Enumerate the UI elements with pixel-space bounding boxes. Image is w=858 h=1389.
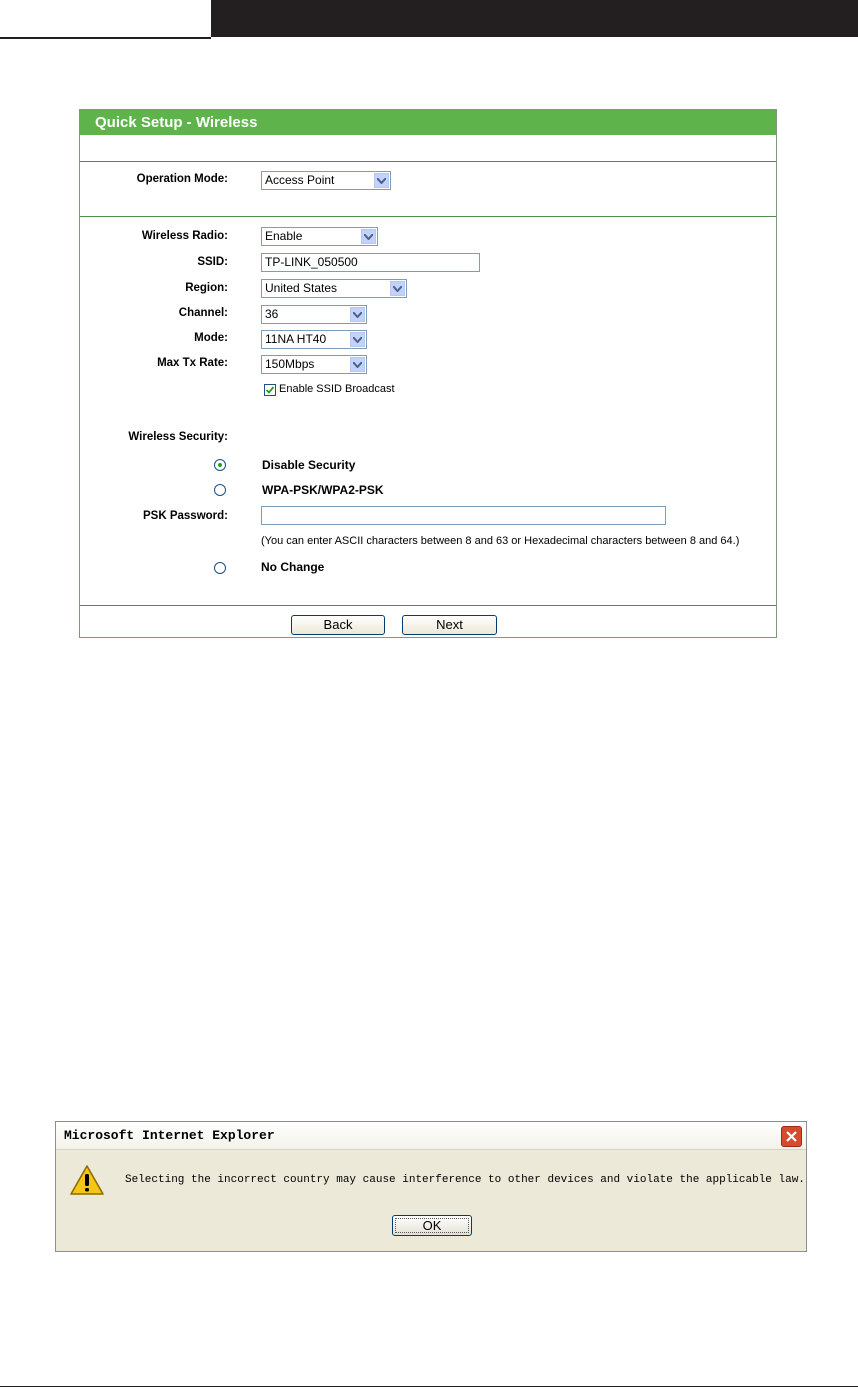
- mode-value: 11NA HT40: [265, 332, 327, 346]
- region-label: Region:: [185, 282, 228, 294]
- warning-icon: [70, 1164, 104, 1196]
- ssid-broadcast-label: Enable SSID Broadcast: [279, 383, 395, 395]
- close-button[interactable]: [781, 1126, 802, 1147]
- wpa-psk-label: WPA-PSK/WPA2-PSK: [262, 483, 384, 497]
- check-icon: [266, 386, 274, 394]
- dropdown-arrow-icon: [361, 229, 376, 244]
- panel-title: Quick Setup - Wireless: [80, 110, 776, 135]
- ok-button[interactable]: OK: [392, 1215, 472, 1236]
- dialog-title-bar: [56, 1122, 806, 1150]
- dropdown-arrow-icon: [390, 281, 405, 296]
- section-divider: [80, 605, 776, 606]
- ssid-broadcast-checkbox[interactable]: [264, 384, 276, 396]
- no-change-label: No Change: [261, 560, 325, 574]
- no-change-radio[interactable]: [214, 562, 226, 574]
- alert-dialog: [55, 1121, 807, 1252]
- close-icon: [786, 1131, 797, 1142]
- section-divider: [80, 161, 776, 162]
- max-tx-rate-select[interactable]: [261, 355, 367, 374]
- max-tx-rate-value: 150Mbps: [265, 357, 315, 371]
- back-button[interactable]: Back: [291, 615, 385, 635]
- operation-mode-value: Access Point: [265, 173, 335, 187]
- max-tx-rate-label: Max Tx Rate:: [157, 357, 228, 369]
- next-button[interactable]: Next: [402, 615, 497, 635]
- page-header-bar: [211, 0, 858, 37]
- ssid-label: SSID:: [197, 256, 228, 268]
- wireless-security-label: Wireless Security:: [128, 431, 228, 443]
- dropdown-arrow-icon: [350, 357, 365, 372]
- page-header-left: [0, 0, 211, 37]
- quick-setup-wireless-panel: [79, 109, 777, 638]
- dropdown-arrow-icon: [374, 173, 389, 188]
- operation-mode-select[interactable]: [261, 171, 391, 190]
- dialog-title: Microsoft Internet Explorer: [64, 1128, 275, 1143]
- header-rule: [0, 37, 211, 39]
- region-select[interactable]: [261, 279, 407, 298]
- dropdown-arrow-icon: [350, 332, 365, 347]
- wireless-radio-value: Enable: [265, 229, 303, 243]
- wpa-psk-radio[interactable]: [214, 484, 226, 496]
- channel-value: 36: [265, 307, 279, 321]
- channel-select[interactable]: [261, 305, 367, 324]
- psk-hint: (You can enter ASCII characters between 8 and 63 or Hexadecimal characters between 8 and 64.): [261, 535, 740, 547]
- wireless-radio-label: Wireless Radio:: [141, 230, 228, 242]
- section-divider: [80, 216, 776, 217]
- disable-security-radio[interactable]: [214, 459, 226, 471]
- mode-select[interactable]: [261, 330, 367, 349]
- disable-security-label: Disable Security: [262, 458, 356, 472]
- ssid-input[interactable]: TP-LINK_050500: [261, 253, 480, 272]
- psk-password-input[interactable]: [261, 506, 666, 525]
- channel-label: Channel:: [178, 307, 228, 319]
- footer-rule: [0, 1386, 858, 1387]
- dropdown-arrow-icon: [350, 307, 365, 322]
- dialog-message: Selecting the incorrect country may cause interference to other devices and violate the applicable law.: [125, 1174, 805, 1186]
- operation-mode-label: Operation Mode:: [136, 173, 228, 185]
- wireless-radio-select[interactable]: [261, 227, 378, 246]
- mode-label: Mode:: [194, 332, 228, 344]
- region-value: United States: [265, 281, 338, 295]
- psk-password-label: PSK Password:: [143, 510, 228, 522]
